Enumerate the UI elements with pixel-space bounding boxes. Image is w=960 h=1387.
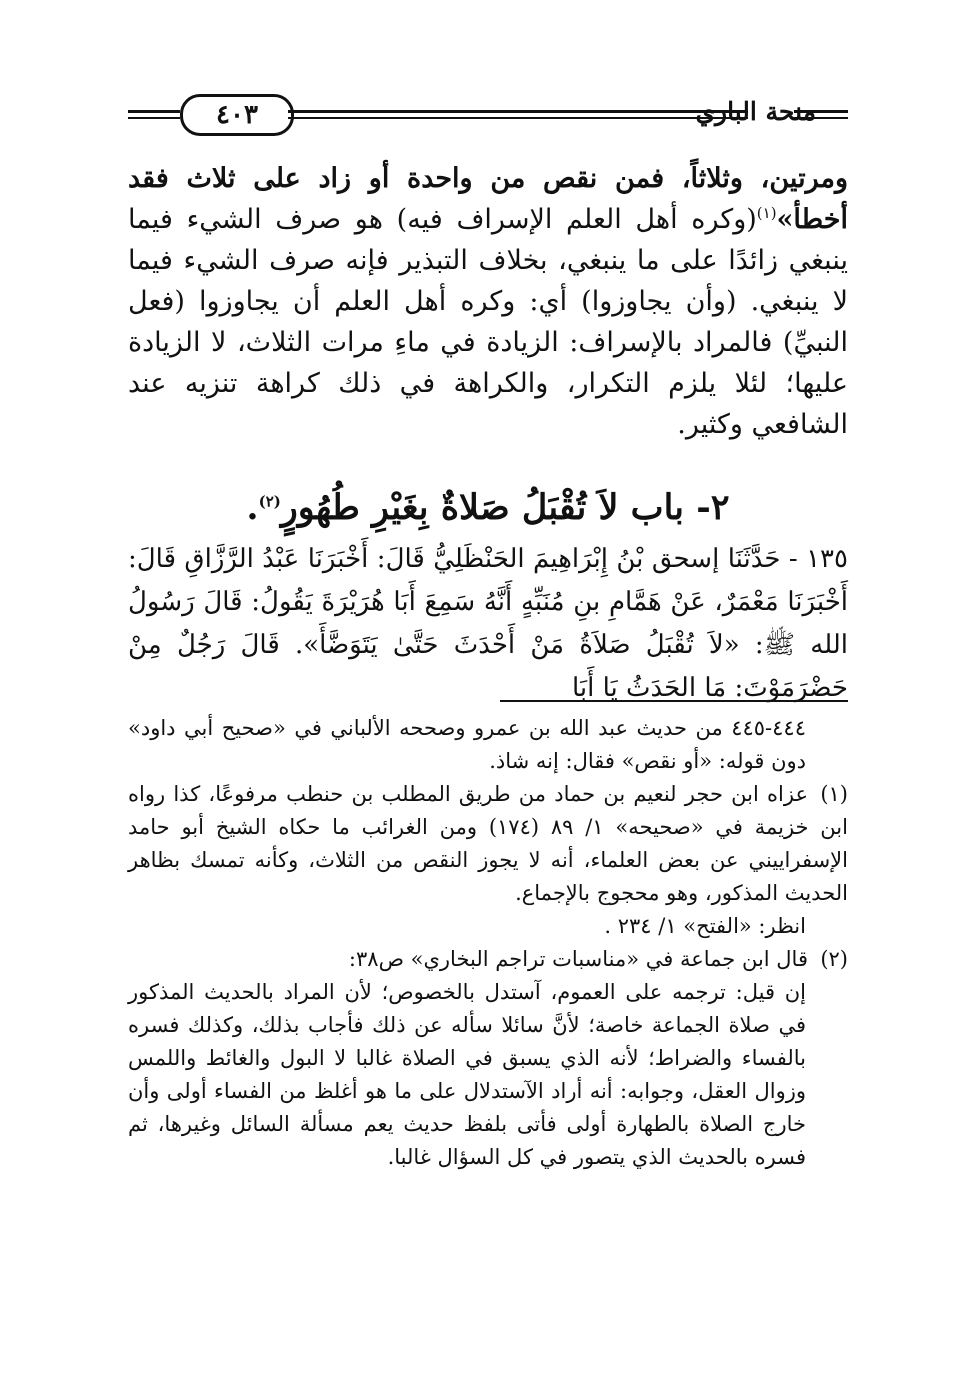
footnote-2-intro: قال ابن جماعة في «مناسبات تراجم البخاري» ص٣٨:	[348, 947, 808, 971]
footnote-1	[128, 778, 848, 910]
main-text	[128, 158, 848, 445]
chapter-title: ٢- باب لاَ تُقْبَلُ صَلاةٌ بِغَيْرِ طُهُورٍ	[280, 487, 730, 528]
footnote-continuation: ٤٤٤-٤٤٥ من حديث عبد الله بن عمرو وصححه الألباني في «صحيح أبي داود» دون قوله: «أو نقص» فقال: إنه شاذ.	[128, 716, 806, 773]
footnote-2-body: إن قيل: ترجمه على العموم، آستدل بالخصوص؛ لأن المراد بالحديث المذكور في صلاة الجماعة خاصة؛ لأنَّ سائلا سأله عن ذلك فأجاب بذلك، وكذلك فسره بالفساء والضراط؛ لأنه الذي يسبق في الصلاة غالبا لا البول والغائط واللمس وزوال العقل، وجوابه: أنه أراد الآستدلال على ما هو أغلظ من الفساء أولى وأن خارج الصلاة بالطهارة أولى فأتى بلفظ حديث يعم مسألة السائل وغيرها، ثم فسره بالحديث الذي يتصور في كل السؤال غالبا.	[128, 980, 806, 1169]
chapter-heading: ٢- باب لاَ تُقْبَلُ صَلاةٌ بِغَيْرِ طُهُورٍ$^{(٢)}$.	[246, 487, 730, 528]
footnote-ref-1: (١)	[756, 204, 777, 222]
footnote-1-text: عزاه ابن حجر لنعيم بن حماد من طريق المطلب بن حنطب مرفوعًا، كذا رواه ابن خزيمة في «صحيحه» ١/ ٨٩ (١٧٤) ومن الغرائب ما حكاه الشيخ أبو حامد الإسفراييني عن بعض العلماء، أنه لا يجوز النقص من الثلاث، وكأنه تمسك بظاهر الحديث المذكور، وهو محجوج بالإجماع.	[128, 782, 848, 905]
footnotes	[128, 712, 848, 1174]
commentary-text: (وكره أهل العلم الإسراف فيه) هو صرف الشيء فيما ينبغي زائدًا على ما ينبغي، بخلاف التبذير فإنه صرف الشيء فيما لا ينبغي. (وأن يجاوزوا) أي: وكره أهل العلم أن يجاوزوا (فعل النبيِّ) فالمراد بالإسراف: الزيادة في ماءِ مرات الثلاث، لا الزيادة عليها؛ لئلا يلزم التكرار، والكراهة في ذلك كراهة تنزيه عند الشافعي وكثير.	[128, 204, 848, 440]
book-title	[695, 92, 816, 132]
footnote-1-reference: انظر: «الفتح» ١/ ٢٣٤ .	[604, 914, 806, 938]
footnote-2-number: (٢)	[820, 947, 848, 971]
page-number: ٤٠٣	[180, 94, 294, 136]
hadith-text: ١٣٥ - حَدَّثَنَا إسحق بْنُ إِبْرَاهِيمَ الحَنْظَلِيُّ قَالَ: أَخْبَرَنَا عَبْدُ الرَّزَّاقِ قَالَ: أَخْبَرَنَا مَعْمَرٌ، عَنْ هَمَّامِ بنِ مُنَبِّهٍ أَنَّهُ سَمِعَ أَبَا هُرَيْرَةَ يَقُولُ: قَالَ رَسُولُ الله ﷺ: «لاَ تُقْبَلُ صَلاَةُ مَنْ أَحْدَثَ حَتَّىٰ يَتَوَضَّأَ». قَالَ رَجُلٌ مِنْ حَضْرَمَوْتَ: مَا الحَدَثُ يَا أَبَا	[128, 544, 848, 703]
main-paragraph	[128, 158, 848, 445]
book-title-text: منحة الباري	[695, 97, 816, 126]
footnote-ref-2: (٢)	[258, 492, 281, 511]
header-rule-right	[794, 110, 848, 119]
footnote-2	[128, 943, 848, 976]
hadith-continuation: ومرتين، وثلاثاً، فمن نقص من واحدة أو زاد على ثلاث فقد أخطأ»	[128, 163, 848, 235]
header-rule-left	[128, 110, 180, 119]
footnote-1-number: (١)	[820, 782, 848, 806]
page-header	[128, 92, 848, 142]
footnote-divider	[500, 700, 848, 702]
